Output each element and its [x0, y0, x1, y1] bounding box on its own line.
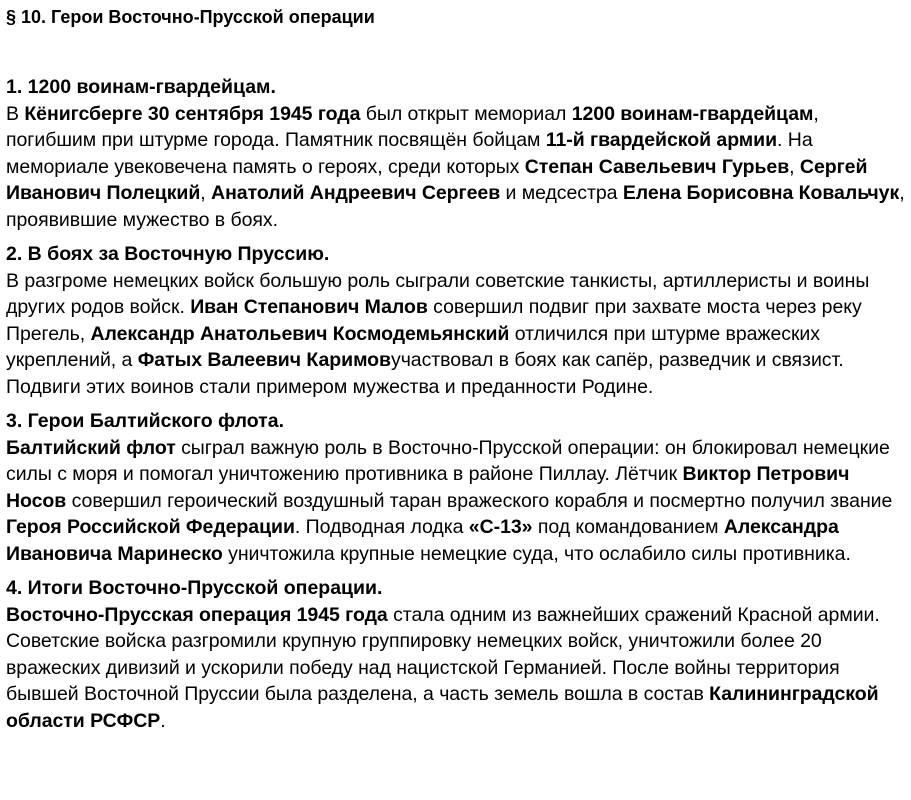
- text-run: . Подводная лодка: [294, 516, 469, 538]
- text-run: под командованием: [532, 516, 724, 538]
- section-heading: 3. Герои Балтийского флота.: [6, 410, 284, 432]
- section-4: [6, 575, 906, 734]
- text-run: , проявившие мужество в боях.: [6, 182, 905, 231]
- section-paragraph: [6, 268, 906, 401]
- text-run: ,: [789, 155, 800, 178]
- bold-text: Александра Ивановича Маринеско: [6, 516, 839, 565]
- bold-text: Анатолий Андреевич Сергеев: [211, 182, 501, 204]
- bold-text: Балтийский флот: [6, 436, 176, 459]
- section-paragraph: [6, 101, 906, 234]
- bold-text: Иван Степанович Малов: [190, 296, 428, 318]
- text-run: стала одним из важнейших сражений Красной армии. Советские войска разгромили крупную группировку немецких войск, уничтожили более 20 вражеских дивизий и ускорили победу над нацистской Германией. После войны территория бывшей Восточной Пруссии была разделена, а часть земель вошла в состав: [6, 603, 880, 705]
- bold-text: 11-й гвардейской армии: [545, 129, 778, 151]
- text-run: сыграл важную роль в Восточно-Прусской операции: он блокировал немецкие силы с моря и помогал уничтожению противника в районе Пиллау. Лётчик: [6, 436, 890, 485]
- sections-container: [6, 74, 906, 734]
- text-run: .: [160, 709, 166, 732]
- bold-text: Кёнигсберге 30 сентября 1945 года: [24, 102, 361, 125]
- bold-text: Сергей Иванович Полецкий: [6, 155, 868, 204]
- text-run: был открыт мемориал: [360, 102, 572, 125]
- text-run: и медсестра: [500, 182, 623, 204]
- bold-text: Степан Савельевич Гурьев: [524, 155, 790, 178]
- text-run: В разгроме немецких войск большую роль сыграли советские танкисты, артиллеристы и воины других родов войск.: [6, 269, 870, 318]
- bold-text: Фатых Валеевич Каримов: [137, 349, 391, 371]
- text-run: ,: [200, 182, 212, 204]
- bold-text: «С-13»: [468, 516, 533, 538]
- document-page: [6, 0, 906, 742]
- text-run: отличился при штурме вражеских укреплений, а: [6, 322, 820, 371]
- page-title: § 10. Герои Восточно-Прусской операции: [6, 7, 375, 27]
- section-3: [6, 408, 906, 567]
- bold-text: Восточно-Прусская операция 1945 года: [6, 603, 388, 626]
- bold-text: Героя Российской Федерации: [6, 516, 295, 538]
- section-heading: 4. Итоги Восточно-Прусской операции.: [6, 577, 383, 599]
- section-heading: 2. В боях за Восточную Пруссию.: [6, 243, 330, 265]
- text-run: совершил героический воздушный таран вражеского корабля и посмертно получил звание: [66, 489, 893, 512]
- bold-text: Елена Борисовна Ковальчук: [622, 182, 900, 204]
- text-run: В: [6, 102, 25, 125]
- section-2: [6, 241, 906, 400]
- section-1: [6, 74, 906, 233]
- section-paragraph: [6, 602, 906, 735]
- text-run: совершил подвиг при захвате моста через реку Прегель,: [6, 296, 862, 345]
- text-run: , погибшим при штурме города. Памятник посвящён бойцам: [6, 102, 819, 151]
- section-heading: 1. 1200 воинам-гвардейцам.: [6, 76, 276, 98]
- bold-text: Калининградской области РСФСР: [6, 683, 879, 732]
- text-run: участвовал в боях как сапёр, разведчик и связист. Подвиги этих воинов стали примером мужества и преданности Родине.: [6, 349, 844, 398]
- text-run: . На мемориале увековечена память о героях, среди которых: [6, 129, 813, 178]
- bold-text: 1200 воинам-гвардейцам: [571, 102, 814, 125]
- bold-text: Александр Анатольевич Космодемьянский: [90, 322, 510, 345]
- bold-text: Виктор Петрович Носов: [6, 463, 850, 512]
- text-run: уничтожила крупные немецкие суда, что ослабило силы противника.: [222, 542, 851, 565]
- section-paragraph: [6, 435, 906, 568]
